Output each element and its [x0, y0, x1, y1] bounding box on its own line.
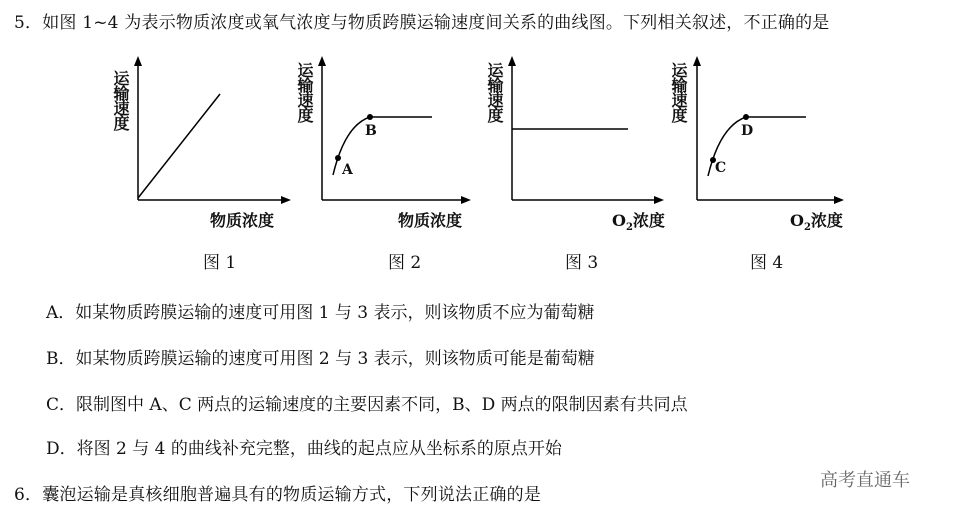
- graph-1-ylabel: 运输速度: [111, 70, 130, 130]
- option-c[interactable]: C．限制图中 A、C 两点的运输速度的主要因素不同，B、D 两点的限制因素有共同点: [46, 395, 688, 415]
- graph-2-point-a-label: A: [342, 162, 353, 178]
- graph-4-xlabel: $O_2$浓度: [790, 211, 843, 234]
- graph-1-caption: 图 1: [203, 253, 237, 273]
- graph-2-point-b-label: B: [365, 123, 377, 139]
- graph-4-point-d: [743, 114, 749, 120]
- question-5-stem: 5．如图 1~4 为表示物质浓度或氧气浓度与物质跨膜运输速度间关系的曲线图。下列相关叙述，不正确的是: [14, 13, 830, 33]
- graph-4-point-d-label: D: [741, 123, 754, 139]
- graph-4-caption: 图 4: [750, 253, 784, 273]
- option-a[interactable]: A．如某物质跨膜运输的速度可用图 1 与 3 表示，则该物质不应为葡萄糖: [46, 303, 595, 323]
- watermark: 高考直通车: [820, 470, 910, 491]
- graph-4-ylabel: 运输速度: [669, 62, 688, 122]
- graph-1-xlabel: 物质浓度: [210, 211, 275, 230]
- graph-4-x-arrow: [834, 196, 844, 204]
- graph-2-caption: 图 2: [388, 253, 422, 273]
- graph-4-point-c-label: C: [715, 160, 727, 176]
- graph-3-ylabel: 运输速度: [485, 62, 504, 122]
- option-b[interactable]: B．如某物质跨膜运输的速度可用图 2 与 3 表示，则该物质可能是葡萄糖: [46, 349, 595, 369]
- graph-3-xlabel: $O_2$浓度: [612, 211, 665, 234]
- question-6-stem: 6．囊泡运输是真核细胞普遍具有的物质运输方式，下列说法正确的是: [14, 485, 542, 505]
- option-d[interactable]: D．将图 2 与 4 的曲线补充完整，曲线的起点应从坐标系的原点开始: [46, 439, 562, 459]
- graph-4-y-arrow: [693, 56, 701, 66]
- graph-2-xlabel: 物质浓度: [398, 211, 463, 230]
- graph-2-ylabel: 运输速度: [295, 62, 314, 122]
- graph-3-caption: 图 3: [565, 253, 599, 273]
